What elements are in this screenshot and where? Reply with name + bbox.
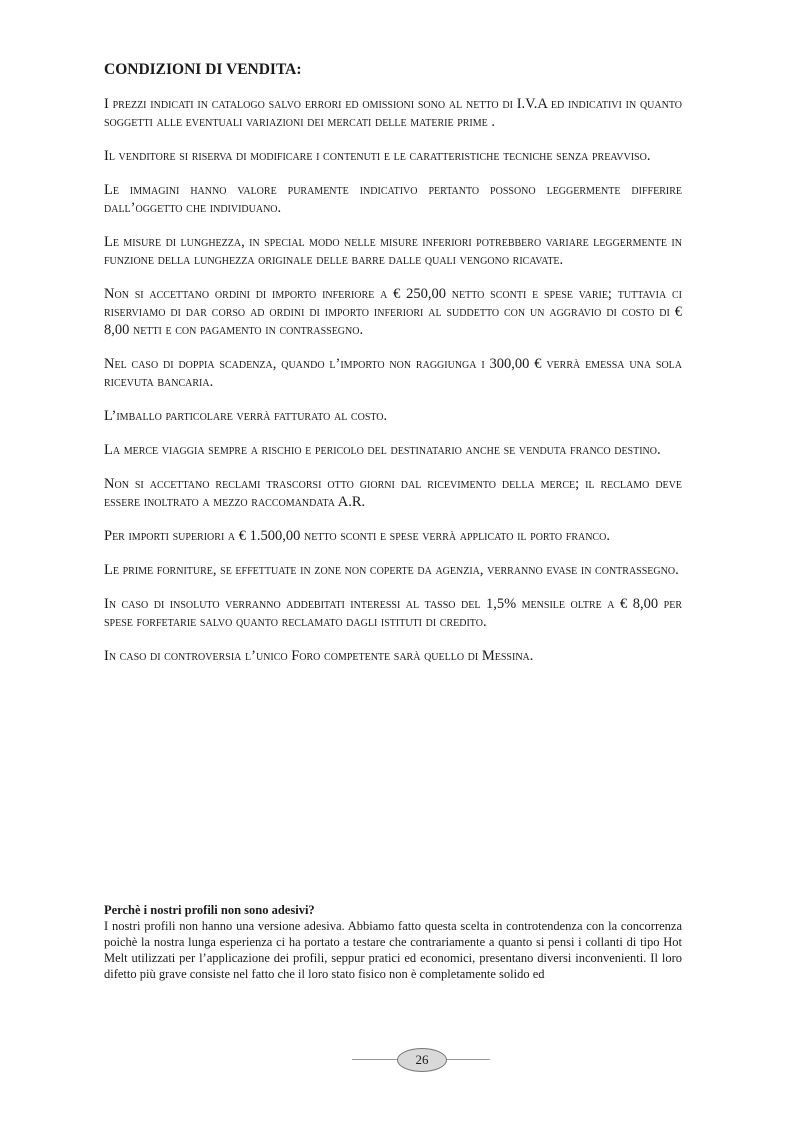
condition-paragraph: In caso di controversia l’unico Foro competente sarà quello di Messina. <box>104 648 534 664</box>
note-body: I nostri profili non hanno una versione adesiva. Abbiamo fatto questa scelta in controtendenza con la concorrenza poichè la nostra lunga esperienza ci ha portato a testare che contrariamente a quanto si pensi i collanti di tipo Hot Melt utilizzati per l’applicazione dei profili, seppur pratici ed economici, presentano diversi inconvenienti. Il loro difetto più grave consiste nel fatto che il loro stato fisico non è completamente solido ed <box>104 919 682 981</box>
condition-paragraph: I prezzi indicati in catalogo salvo errori ed omissioni sono al netto di I.V.A ed indicativi in quanto soggetti alle eventuali variazioni dei mercati delle materie prime . <box>104 96 682 130</box>
condition-paragraph: Per importi superiori a € 1.500,00 netto sconti e spese verrà applicato il porto franco. <box>104 528 610 544</box>
condition-paragraph: Nel caso di doppia scadenza, quando l’importo non raggiunga i 300,00 € verrà emessa una sola ricevuta bancaria. <box>104 356 682 390</box>
page-number: 26 <box>397 1048 447 1072</box>
adhesive-note <box>104 902 682 982</box>
condition-paragraph: Il venditore si riserva di modificare i contenuti e le caratteristiche tecniche senza preavviso. <box>104 148 651 164</box>
condition-paragraph: Le misure di lunghezza, in special modo nelle misure inferiori potrebbero variare leggermente in funzione della lunghezza originale delle barre dalle quali vengono ricavate. <box>104 234 682 268</box>
condition-paragraph: Non si accettano reclami trascorsi otto giorni dal ricevimento della merce; il reclamo deve essere inoltrato a mezzo raccomandata A.R. <box>104 476 682 510</box>
condition-paragraph: L’imballo particolare verrà fatturato al costo. <box>104 408 388 424</box>
condition-paragraph: Non si accettano ordini di importo inferiore a € 250,00 netto sconti e spese varie; tuttavia ci riserviamo di dar corso ad ordini di importo inferiori al suddetto con un aggravio di costo di € 8,00 netti e con pagamento in contrassegno. <box>104 286 682 338</box>
page-footer <box>352 1048 490 1072</box>
note-title: Perchè i nostri profili non sono adesivi? <box>104 903 315 917</box>
condition-paragraph: La merce viaggia sempre a rischio e pericolo del destinatario anche se venduta franco destino. <box>104 442 661 458</box>
condition-paragraph: Le prime forniture, se effettuate in zone non coperte da agenzia, verranno evase in contrassegno. <box>104 562 679 578</box>
condition-paragraph: In caso di insoluto verranno addebitati interessi al tasso del 1,5% mensile oltre a € 8,00 per spese forfetarie salvo quanto reclamato dagli istituti di credito. <box>104 596 682 630</box>
condition-paragraph: Le immagini hanno valore puramente indicativo pertanto possono leggermente differire dall’oggetto che individuano. <box>104 182 682 216</box>
page-title: CONDIZIONI DI VENDITA: <box>104 61 302 78</box>
conditions-list <box>104 95 682 681</box>
